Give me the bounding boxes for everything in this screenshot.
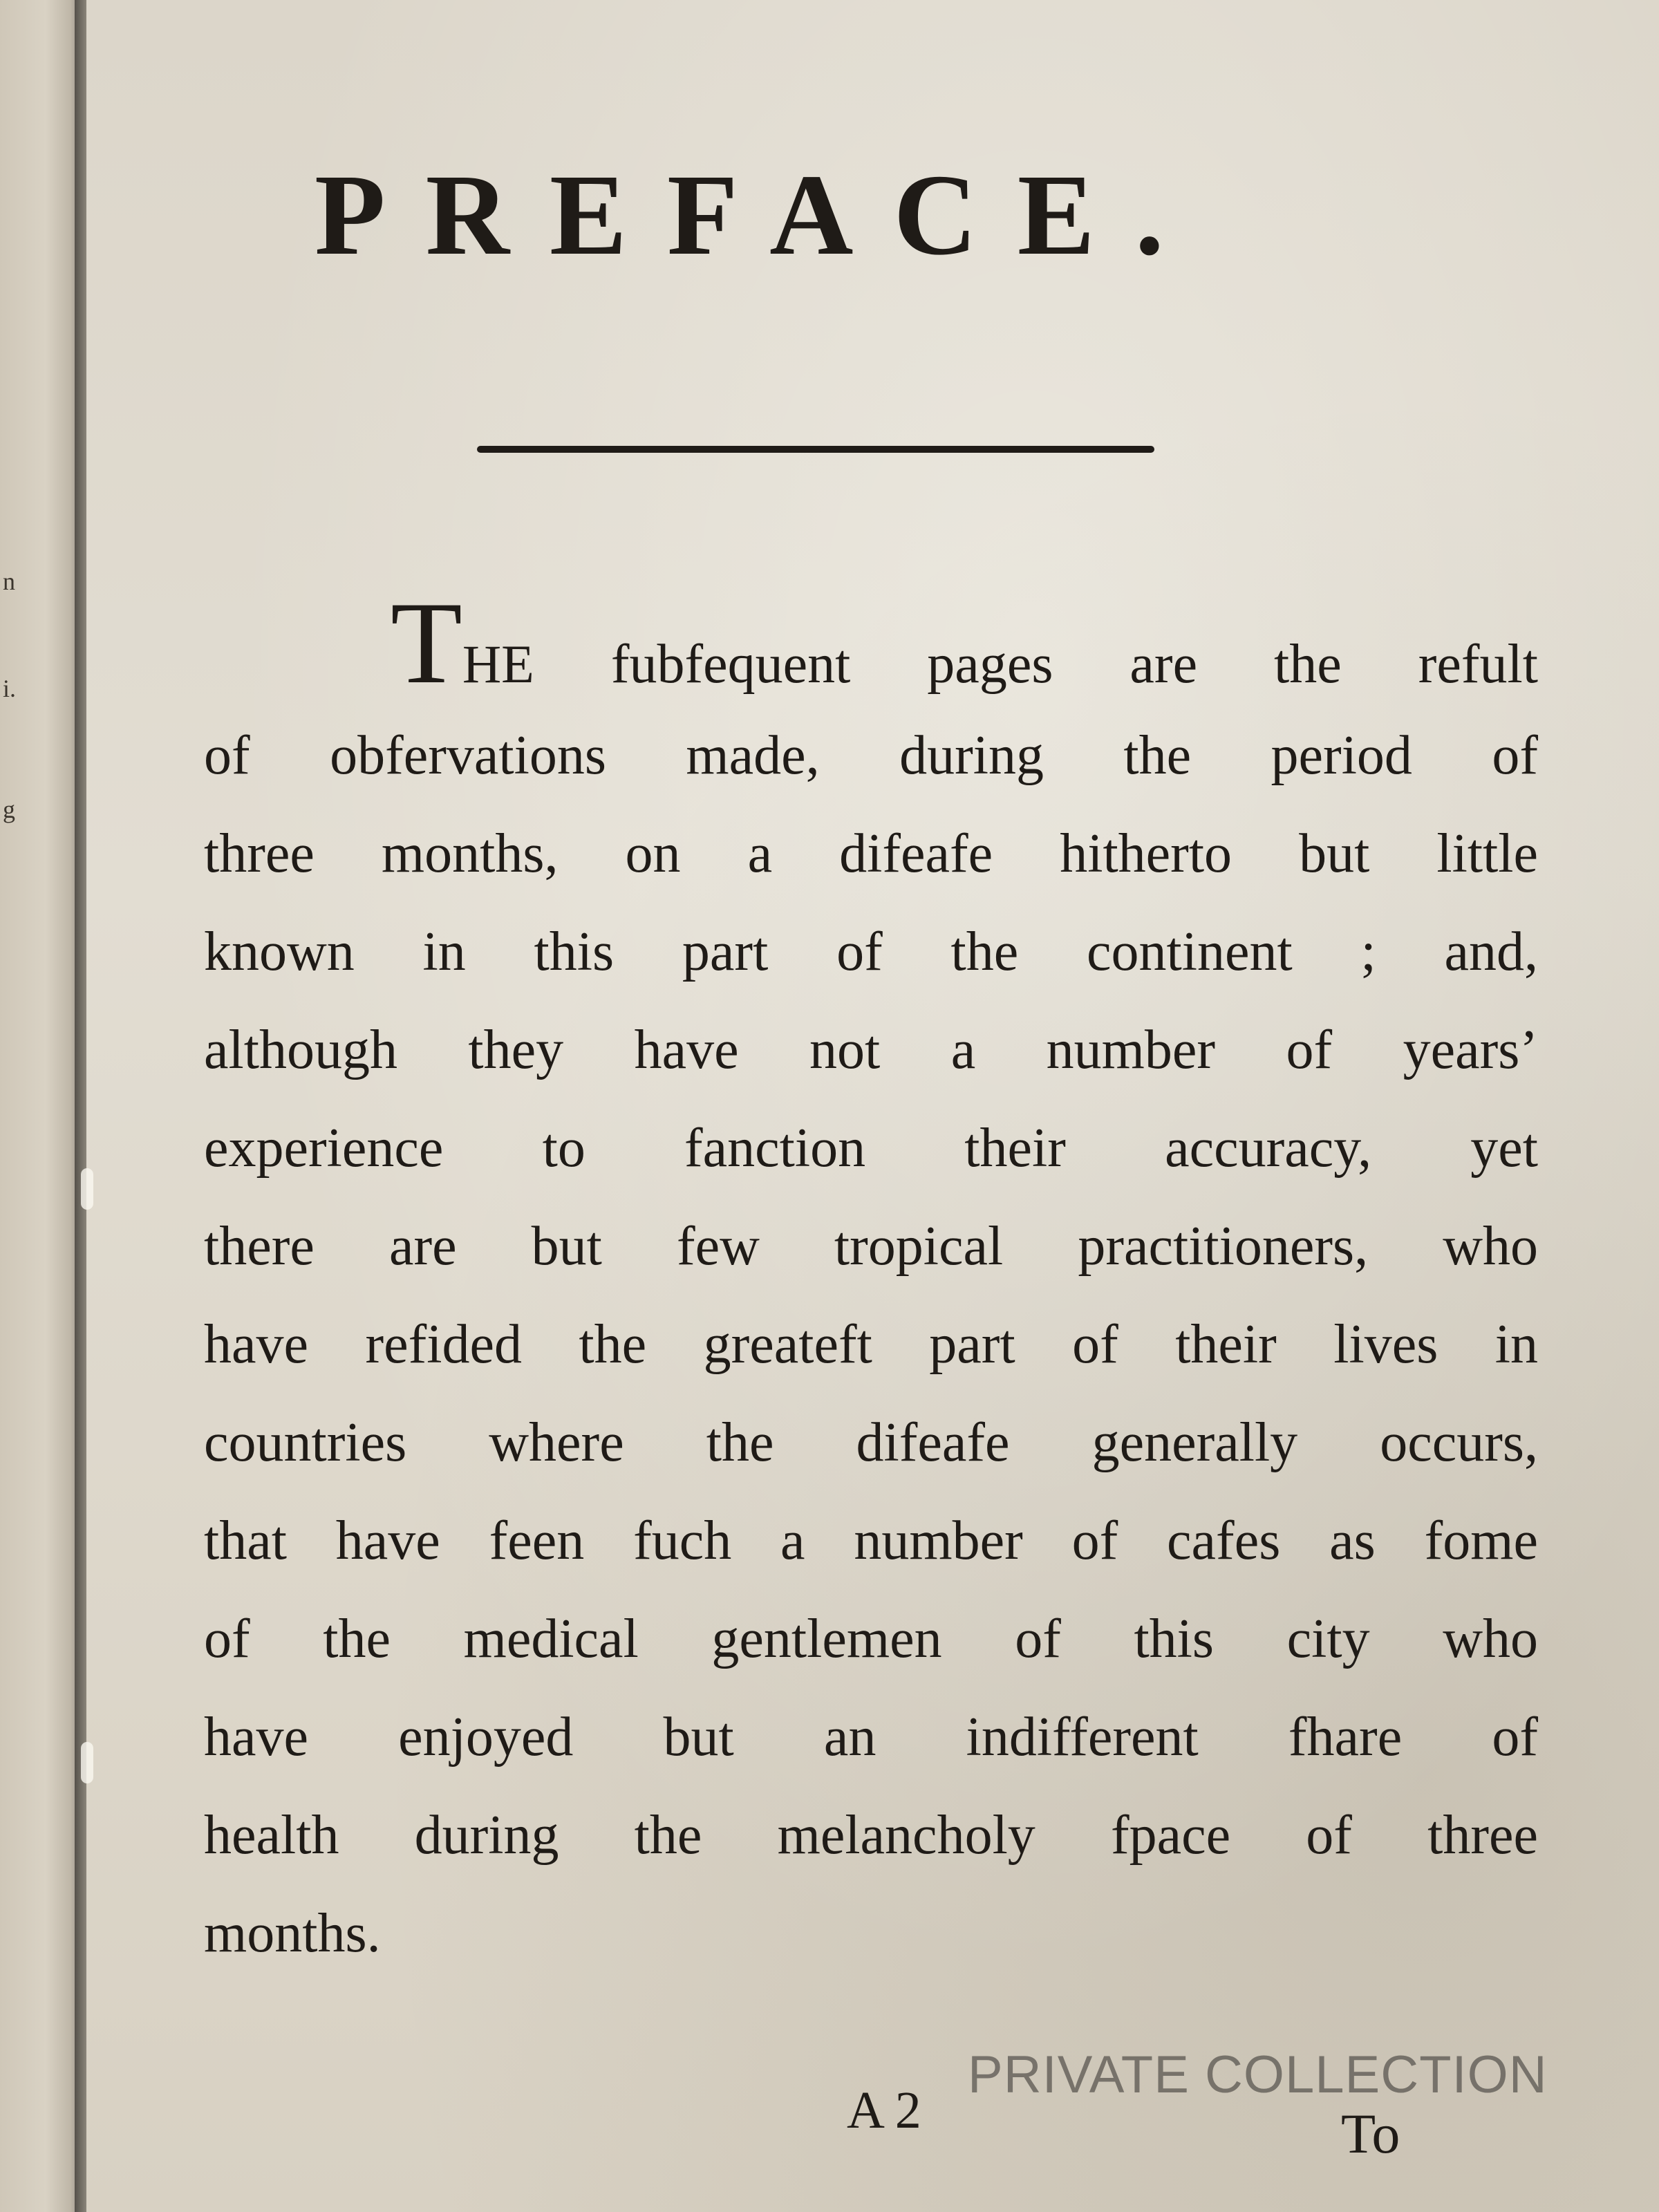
left-page-char: n — [3, 568, 15, 595]
drop-cap-continuation: HE — [462, 634, 534, 694]
text-line: although they have not a number of years’ — [204, 1020, 1538, 1080]
page-title: PREFACE. — [315, 151, 1204, 279]
title-rule — [477, 446, 1154, 453]
left-page-char: g — [3, 796, 15, 823]
catchword: To — [1341, 2102, 1400, 2165]
text-line: three months, on a difeafe hitherto but little — [204, 823, 1538, 884]
page-edge-nick — [81, 1742, 93, 1783]
text-line: experience to fanction their accuracy, yet — [204, 1118, 1538, 1179]
left-page-char: i. — [3, 675, 17, 702]
drop-cap: T — [391, 578, 462, 708]
text-line: health during the melancholy fpace of three — [204, 1805, 1538, 1866]
text-line: countries where the difeafe generally occurs, — [204, 1412, 1538, 1473]
text-line: months. — [204, 1903, 381, 1964]
left-page-edge — [0, 0, 83, 2212]
text-line: of obfervations made, during the period of — [204, 725, 1538, 786]
text-line — [204, 578, 1539, 708]
text-line: there are but few tropical practitioners, who — [204, 1216, 1538, 1277]
text-line: have refided the greateft part of their lives in — [204, 1314, 1538, 1375]
text-line: of the medical gentlemen of this city who — [204, 1609, 1538, 1669]
text-line-content: fubfequent pages are the refult — [610, 634, 1539, 695]
watermark: PRIVATE COLLECTION — [968, 2045, 1548, 2104]
text-line: known in this part of the continent ; and, — [204, 921, 1538, 982]
preface-paragraph — [204, 578, 1539, 1983]
page-edge-nick — [81, 1168, 93, 1210]
text-line: that have feen fuch a number of cafes as fome — [204, 1510, 1538, 1571]
text-line: have enjoyed but an indifferent fhare of — [204, 1707, 1538, 1768]
signature-mark: A 2 — [847, 2081, 921, 2139]
book-page — [86, 0, 1659, 2212]
